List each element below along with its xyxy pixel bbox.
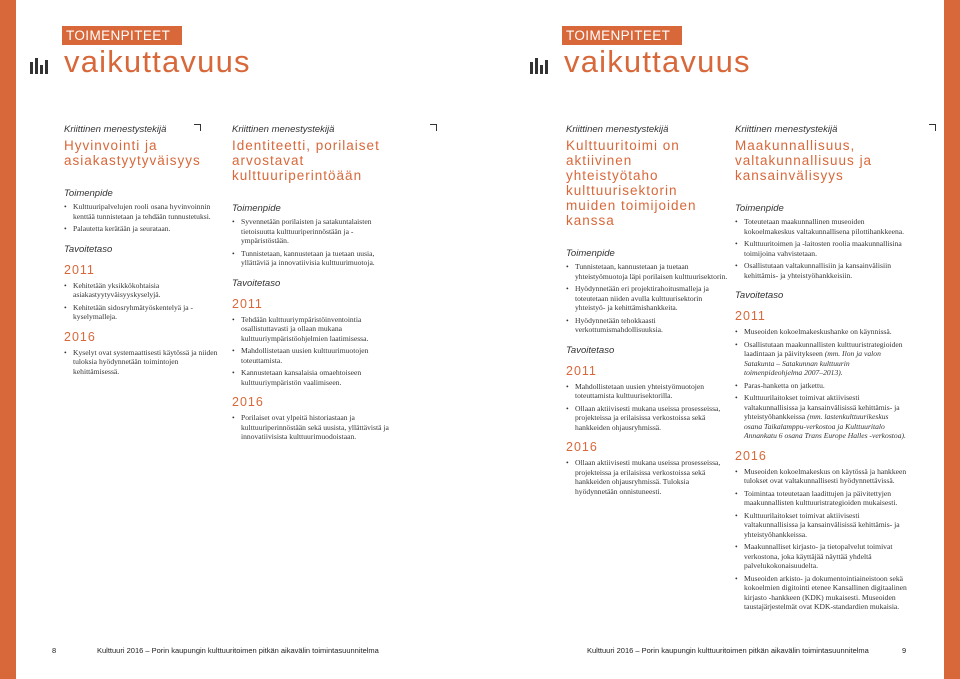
list-item: • Ollaan aktiivisesti mukana useissa prosesseissa, projekteissa ja erilaisissa verkostoissa sekä hankkeiden ohjausryhmissä.: [566, 404, 728, 433]
actions-list: [566, 262, 728, 335]
year-2011: 2011: [735, 309, 766, 323]
column-kicker: Kriittinen menestystekijä: [232, 124, 335, 135]
bars-logo-icon: [530, 56, 550, 74]
list-item: • Kulttuurilaitokset toimivat aktiivisesti valtakunnallisissa ja kansainvälisissä kehittämis- ja yhteistyöhankkeissa.: [735, 511, 907, 540]
list-item: [735, 393, 907, 441]
header-title: vaikuttavuus: [64, 44, 251, 79]
list-item: • Maakunnalliset kirjasto- ja tietopalvelut toimivat verkostona, joka käyttäjää näyttää yhdeltä palvelukokonaisuudelta.: [735, 542, 907, 571]
list-item: • Tunnistetaan, kannustetaan ja tuetaan uusia, yllättäviä ja innovatiivisia kulttuurimuotoja.: [232, 249, 394, 268]
list-item: • Kehitetään sidosryhmätyöskentelyä ja -kyselymalleja.: [64, 303, 226, 322]
items-2011-list: [232, 315, 394, 388]
list-item-text: Paras-hanketta on jatkettu.: [744, 380, 825, 390]
actions-label: Toimenpide: [735, 203, 784, 214]
footer-text: Kulttuuri 2016 – Porin kaupungin kulttuuritoimen pitkän aikavälin toimintasuunnitelma: [97, 646, 379, 655]
list-item: • Hyödynnetään eri projektirahoitusmalleja ja toteutetaan niiden avulla kulttuurisektorin yhteistyö- ja kehittämishankkeita.: [566, 284, 728, 313]
column-title: Hyvinvointi ja asiakastyytyväisyys: [64, 138, 201, 168]
list-item-text: Museoiden kokoelmakeskushanke on käynnissä.: [744, 327, 892, 336]
list-item: • Kehitetään yksikkökohtaisia asiakastyytyväisyyskyselyjä.: [64, 281, 226, 300]
list-item: • Syvennetään porilaisten ja satakuntalaisten tietoisuutta kulttuuriperinnöstään ja -ympäristöstään.: [232, 217, 394, 246]
target-label: Tavoitetaso: [64, 243, 113, 255]
items-2011-list: [566, 382, 728, 433]
list-item: • Kannustetaan kansalaisia omaehtoiseen kulttuuriympäristön vaalimiseen.: [232, 368, 394, 387]
list-item: • Mahdollistetaan uusien kulttuurimuotojen toteuttamista.: [232, 346, 394, 365]
list-item: [735, 340, 907, 378]
list-item: • Porilaiset ovat ylpeitä historiastaan ja kulttuuriperinnöstään sekä uusista, yllättävistä ja innovatiivisista kulttuurimuodoistaan.: [232, 413, 394, 442]
column-kicker: Kriittinen menestystekijä: [566, 124, 669, 135]
actions-list: [64, 202, 226, 234]
list-item-text: Osallistutaan maakunnallisten kulttuuristrategioiden laadintaan ja päivitykseen: [744, 339, 903, 358]
list-item: • Ollaan aktiivisesti mukana useissa prosesseissa, projekteissa ja erilaisissa verkostoissa sekä hankkeiden ohjausryhmissä. Tuloksia hyödynnetään onnistuneesti.: [566, 458, 728, 496]
year-2011: 2011: [64, 262, 95, 277]
list-item: • Museoiden arkisto- ja dokumentointiaineistoon sekä kokoelmien digitointi etenee Kansallinen digitaalinen kirjasto -hankkeen (KDK) mukaisesti. Museoiden taustajärjestelmät ovat KDK-standardien mukaisia.: [735, 574, 907, 612]
header-label: TOIMENPITEET: [562, 26, 682, 45]
actions-list: [232, 217, 394, 268]
list-item: • Kulttuuritoimen ja -laitosten roolia maakunnallisina toimijoina vahvistetaan.: [735, 239, 907, 258]
list-item: • Museoiden kokoelmakeskus on käytössä ja hankkeen tulokset ovat valtakunnallisesti hyödynnettävissä.: [735, 467, 907, 486]
corner-mark: [929, 124, 936, 131]
year-2016: 2016: [232, 395, 264, 409]
list-item: • Tunnistetaan, kannustetaan ja tuetaan yhteistyömuotoja läpi porilaisen kulttuurisektorin.: [566, 262, 728, 281]
list-item: • Tehdään kulttuuriympäristöinventointia osallistuttavasti ja ollaan mukana kulttuuriympäristöohjelmien laatimisessa.: [232, 315, 394, 344]
header-label: TOIMENPITEET: [62, 26, 182, 45]
list-item-italic-text: (mm. lastenkulttuurikeskus osana Taikalamppu-verkostoa ja Kulttuuritalo Annankatu 6 osana Trans Europe Halles -verkostoa).: [744, 412, 906, 440]
left-edge-bar: [0, 0, 16, 679]
target-label: Tavoitetaso: [232, 277, 281, 289]
bars-logo-icon: [30, 56, 50, 74]
list-item: • Kulttuuripalvelujen rooli osana hyvinvoinnin kenttää tunnistetaan ja tehdään tunnustetuksi.: [64, 202, 226, 221]
column-title: Kulttuuritoimi on aktiivinen yhteistyötaho kulttuurisektorin muiden toimijoiden kanssa: [566, 138, 697, 228]
list-item: • Mahdollistetaan uusien yhteistyömuotojen toteuttamista kulttuurisektorilla.: [566, 382, 728, 401]
column-identiteetti: [232, 124, 394, 445]
items-2016-list: [64, 348, 226, 377]
items-2016-list: [735, 467, 907, 612]
list-item-text: Kulttuurilaitokset toimivat aktiivisesti valtakunnallisissa ja kansainvälisissä kehittämis- ja yhteistyöhankkeissa: [744, 393, 900, 421]
list-item: • Palautetta kerätään ja seurataan.: [64, 224, 226, 234]
year-2016: 2016: [566, 440, 598, 454]
actions-list: [735, 217, 907, 280]
page-number: 8: [52, 646, 57, 655]
actions-label: Toimenpide: [64, 188, 113, 199]
items-2016-list: [566, 458, 728, 496]
actions-label: Toimenpide: [232, 203, 281, 214]
list-item: • Kyselyt ovat systemaattisesti käytössä ja niiden tuloksia hyödynnetään toimintojen kehittämisessä.: [64, 348, 226, 377]
column-title: Identiteetti, porilaiset arvostavat kulttuuriperintöään: [232, 138, 380, 183]
target-label: Tavoitetaso: [735, 290, 784, 301]
column-kicker: Kriittinen menestystekijä: [64, 124, 167, 135]
corner-mark: [430, 124, 437, 131]
year-2011: 2011: [566, 363, 597, 378]
target-label: Tavoitetaso: [566, 344, 615, 356]
column-hyvinvointi: [64, 124, 226, 379]
column-kicker: Kriittinen menestystekijä: [735, 124, 838, 135]
list-item: [735, 381, 907, 391]
left-page: [16, 0, 480, 679]
right-edge-bar: [944, 0, 960, 679]
right-page: [480, 0, 944, 679]
year-2011: 2011: [232, 296, 263, 311]
list-item: • Hyödynnetään tehokkaasti verkottumismahdollisuuksia.: [566, 316, 728, 335]
items-2011-list: [64, 281, 226, 322]
items-2011-list: [735, 327, 907, 441]
items-2016-list: [232, 413, 394, 442]
column-maakunnallisuus: [735, 124, 907, 615]
list-item: • Osallistutaan valtakunnallisiin ja kansainvälisiin kehittämis- ja yhteistyöhankkeisiin.: [735, 261, 907, 280]
actions-label: Toimenpide: [566, 248, 615, 259]
year-2016: 2016: [735, 448, 767, 463]
list-item: • Toteutetaan maakunnallinen museoiden kokoelmakeskus valtakunnallisena pilottihankkeena.: [735, 217, 907, 236]
page-number: 9: [902, 646, 907, 655]
list-item: [735, 327, 907, 337]
list-item: • Toimintaa toteutetaan laadittujen ja päivitettyjen maakunnallisten kulttuuristrategioiden mukaisesti.: [735, 489, 907, 508]
corner-mark: [194, 124, 201, 131]
header-title: vaikuttavuus: [564, 44, 751, 79]
list-item-italic-text: (mm. Ilon ja valon Satakunta – Satakunnan kulttuurin toimenpideohjelma 2007–2013).: [744, 349, 881, 377]
year-2016: 2016: [64, 329, 96, 344]
column-title: Maakunnallisuus, valtakunnallisuus ja kansainvälisyys: [735, 138, 873, 183]
footer-text: Kulttuuri 2016 – Porin kaupungin kulttuuritoimen pitkän aikavälin toimintasuunnitelma: [587, 646, 869, 655]
column-kulttuuritoimi: [566, 124, 728, 499]
